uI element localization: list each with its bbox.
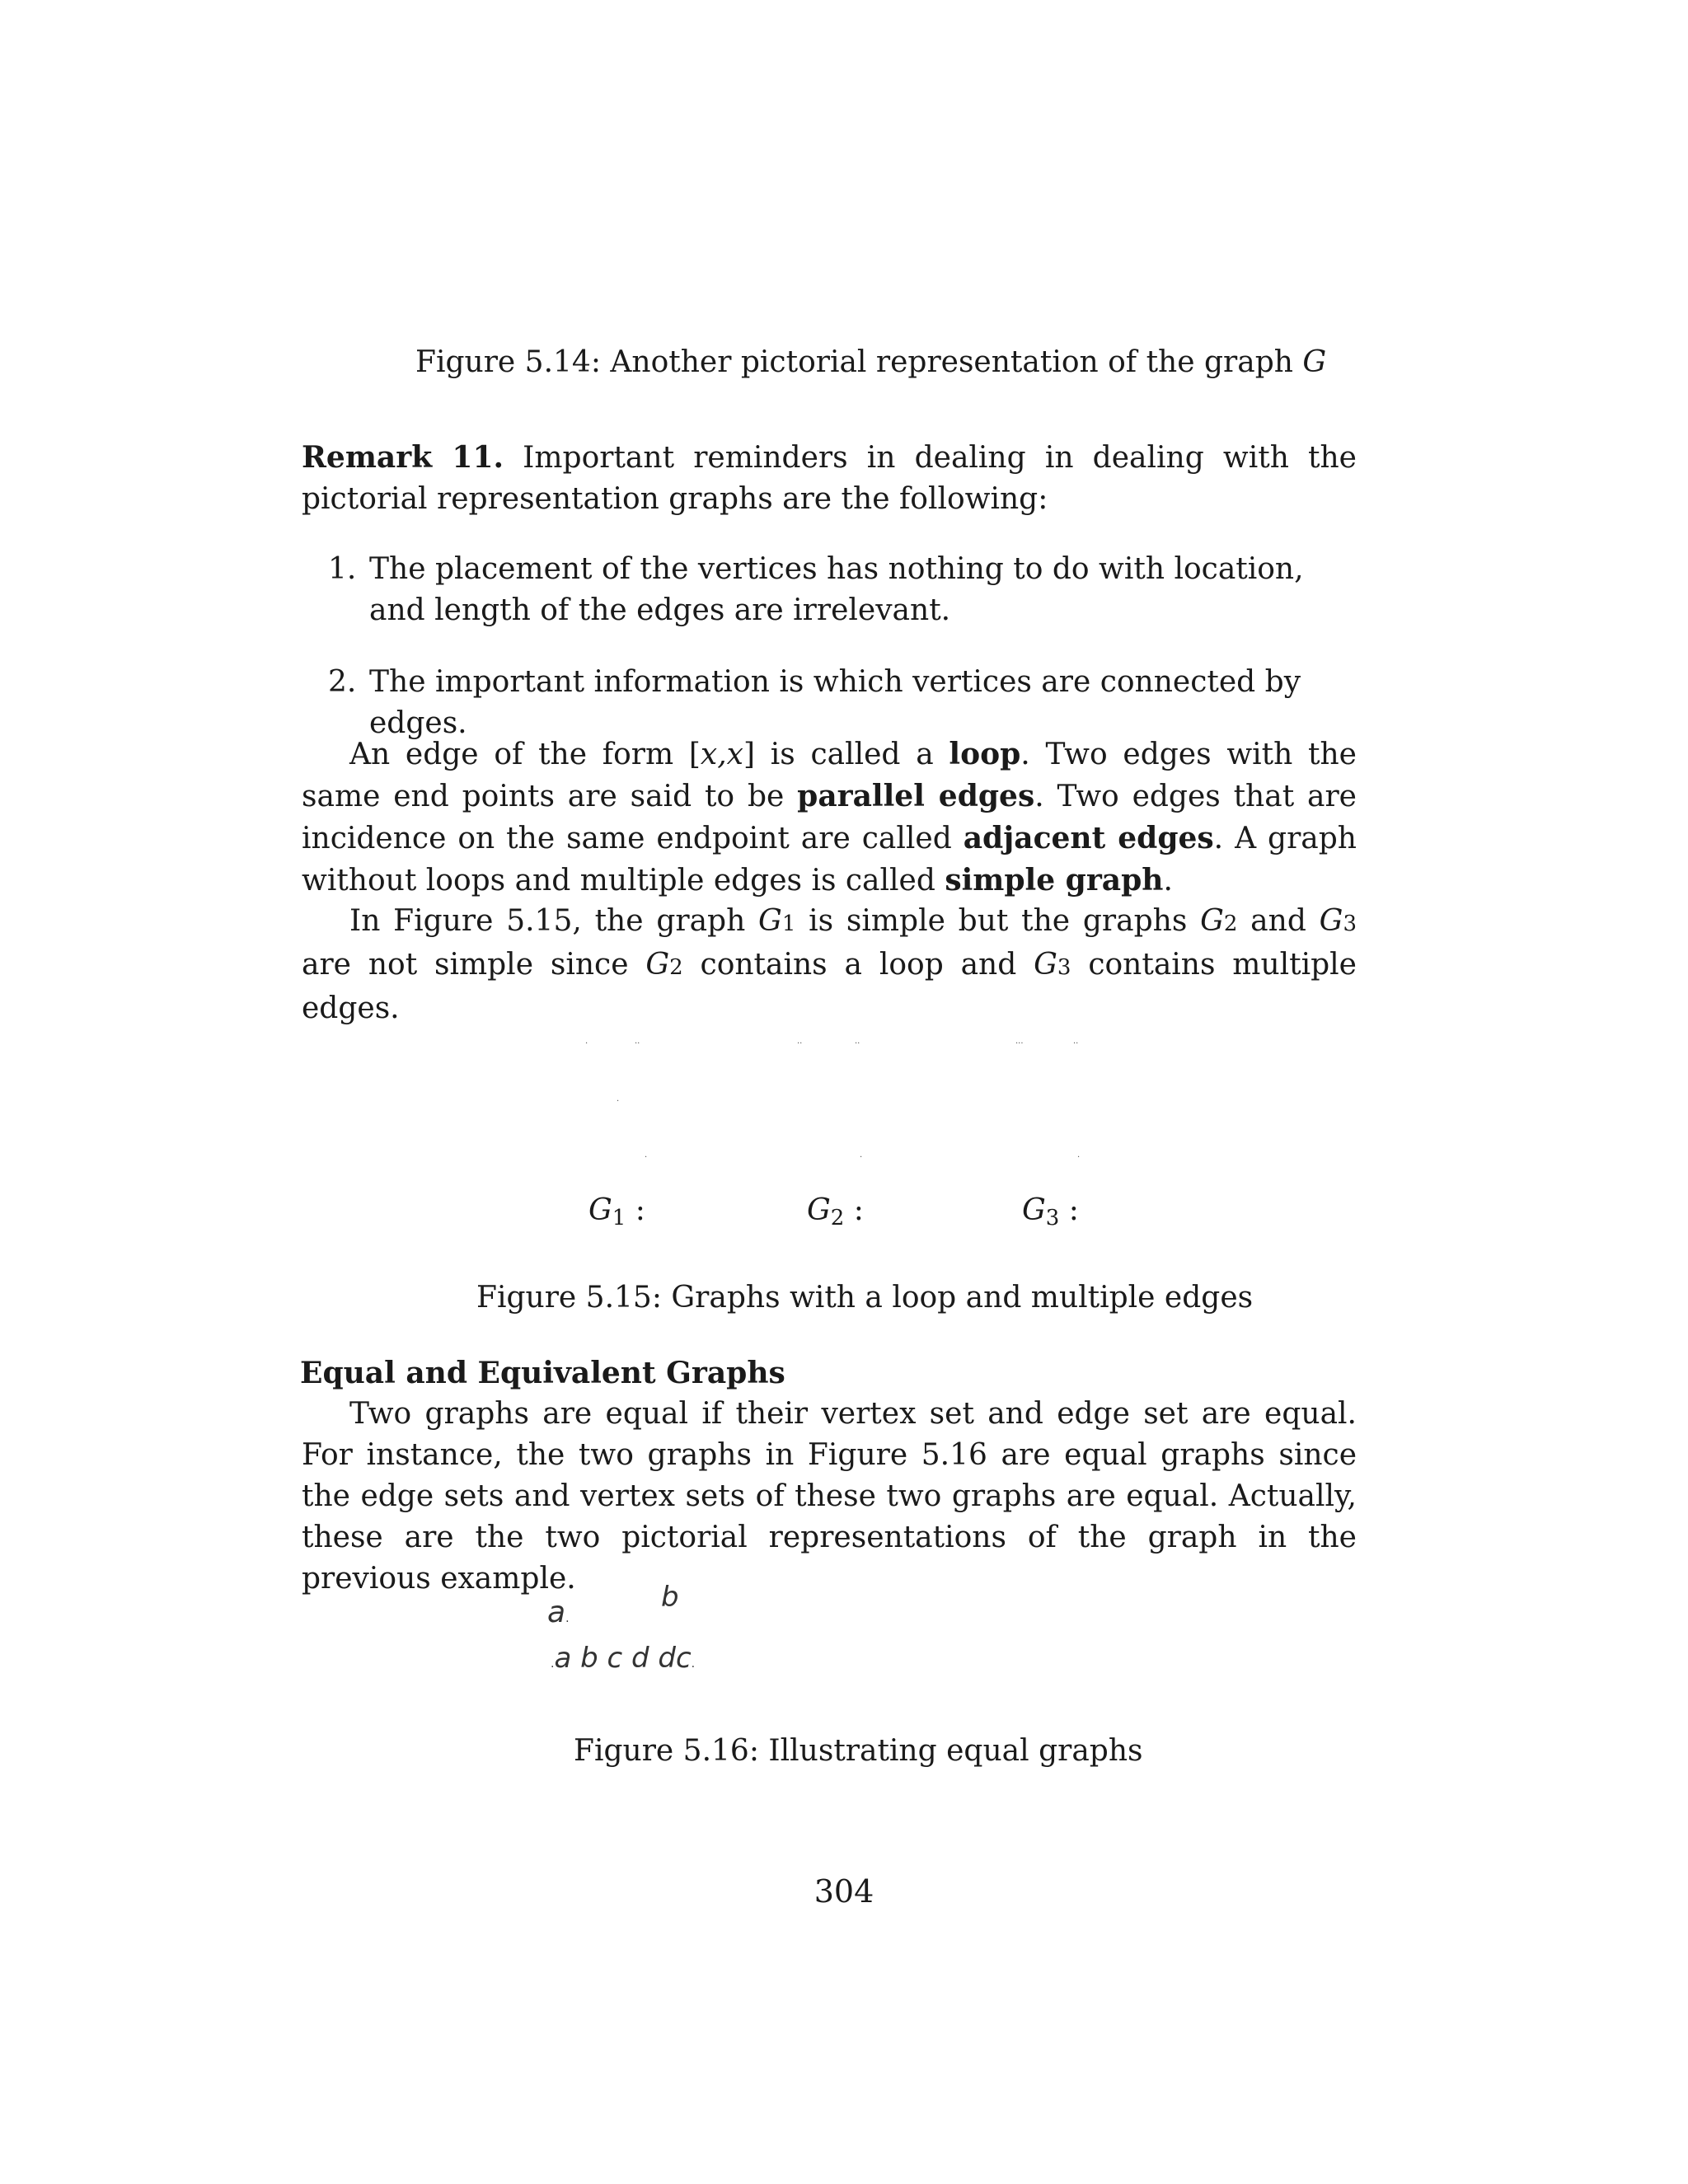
graph-label-g1	[588, 1190, 645, 1234]
list-text: The important information is which vertices are connected by edges.	[369, 665, 1301, 740]
graph-colon: :	[1059, 1193, 1079, 1227]
graph-label-g3	[1022, 1190, 1079, 1234]
page-number: 304	[814, 1873, 874, 1910]
graph-name: G	[588, 1193, 612, 1227]
math-sub: 2	[1223, 912, 1238, 936]
graph-colon: :	[626, 1193, 645, 1227]
remark-text: Important reminders in dealing in dealing with the pictorial representation graphs are the following:	[302, 441, 1357, 516]
vertex-label: b	[661, 1581, 679, 1614]
math-var: G	[758, 904, 782, 938]
list-number: 1.	[328, 552, 357, 586]
list-item	[328, 662, 1357, 744]
math-sub: 3	[1343, 912, 1357, 936]
graph-vertex-mark: ··	[855, 1039, 860, 1048]
vertex-label-a: a.	[547, 1596, 570, 1629]
term-parallel-edges: parallel edges	[797, 779, 1035, 813]
list-text: The placement of the vertices has nothing to do with location, and length of the edges are irrelevant.	[369, 552, 1304, 627]
figure-5-16-caption: Figure 5.16: Illustrating equal graphs	[574, 1734, 1143, 1768]
graph-sub: 2	[830, 1206, 845, 1230]
figure-5-14-caption	[415, 342, 1326, 383]
graph-name: G	[1022, 1193, 1046, 1227]
graph-colon: :	[844, 1193, 864, 1227]
remark-label: Remark 11.	[302, 440, 504, 475]
text-span: is simple but the graphs	[795, 904, 1201, 938]
graph-vertex-mark: ···	[1015, 1039, 1024, 1048]
math-var: G	[1200, 904, 1224, 938]
vertex-label-b	[661, 1579, 679, 1615]
math-sub: 3	[1057, 955, 1071, 980]
definitions-paragraph	[302, 733, 1357, 902]
math-var: G	[1319, 904, 1343, 938]
graph-vertex-mark: ·	[645, 1153, 648, 1162]
text-span: An edge of the form [	[349, 738, 701, 771]
text-span: contains multiple edges.	[302, 948, 1357, 1025]
graph-label-g2	[807, 1190, 864, 1234]
term-simple-graph: simple graph	[945, 863, 1164, 898]
graph-vertex-mark: ·	[585, 1039, 588, 1048]
vertex-row: .a b c d dc.	[551, 1642, 696, 1675]
math-var: x,x	[700, 738, 743, 771]
caption-var: G	[1302, 345, 1327, 379]
text-span: . Two edges that are incidence on the same endpoint are called	[302, 780, 1357, 855]
list-item	[328, 549, 1357, 631]
graph-vertex-mark: ·	[860, 1153, 863, 1162]
list-number: 2.	[328, 665, 357, 699]
graph-vertex-mark: ··	[1073, 1039, 1079, 1048]
graph-sub: 3	[1045, 1206, 1060, 1230]
equal-graphs-paragraph: Two graphs are equal if their vertex set and edge set are equal. For instance, the two graphs in Figure 5.16 are equal graphs since the edge sets and vertex sets of these two graphs are equal. Actually, these are the two pictorial representations of the graph in the previous example.	[302, 1397, 1357, 1596]
term-adjacent-edges: adjacent edges	[963, 821, 1214, 855]
text-span: ] is called a	[743, 738, 950, 771]
vertex-label: a	[547, 1596, 566, 1629]
text-span: In Figure 5.15, the graph	[349, 904, 759, 938]
text-span: . A graph without loops and multiple edges is called	[302, 822, 1357, 898]
math-sub: 2	[669, 955, 683, 980]
graph-name: G	[807, 1193, 831, 1227]
remark-paragraph	[302, 437, 1357, 520]
caption-text: Figure 5.14: Another pictorial representation of the graph	[415, 345, 1303, 379]
math-sub: 1	[781, 912, 796, 936]
figure-5-15-paragraph	[302, 901, 1357, 1029]
section-heading: Equal and Equivalent Graphs	[300, 1356, 785, 1390]
math-var: G	[1034, 948, 1057, 982]
math-var: G	[645, 948, 670, 982]
graph-vertex-mark: ·	[1077, 1153, 1081, 1162]
graph-vertex-mark: ·	[617, 1097, 620, 1106]
graph-sub: 1	[612, 1206, 626, 1230]
text-span: . Two edges with the same end points are said to be	[302, 738, 1357, 813]
graph-vertex-mark: ··	[797, 1039, 803, 1048]
figure-5-15-caption: Figure 5.15: Graphs with a loop and multiple edges	[476, 1281, 1254, 1315]
text-span: contains a loop and	[682, 948, 1034, 982]
term-loop: loop	[949, 737, 1021, 771]
text-span: and	[1237, 904, 1320, 938]
vertex-row-text: a b c d dc	[554, 1642, 692, 1675]
text-span: .	[1163, 864, 1173, 898]
text-span: are not simple since	[302, 948, 646, 982]
graph-vertex-mark: ··	[635, 1039, 640, 1048]
